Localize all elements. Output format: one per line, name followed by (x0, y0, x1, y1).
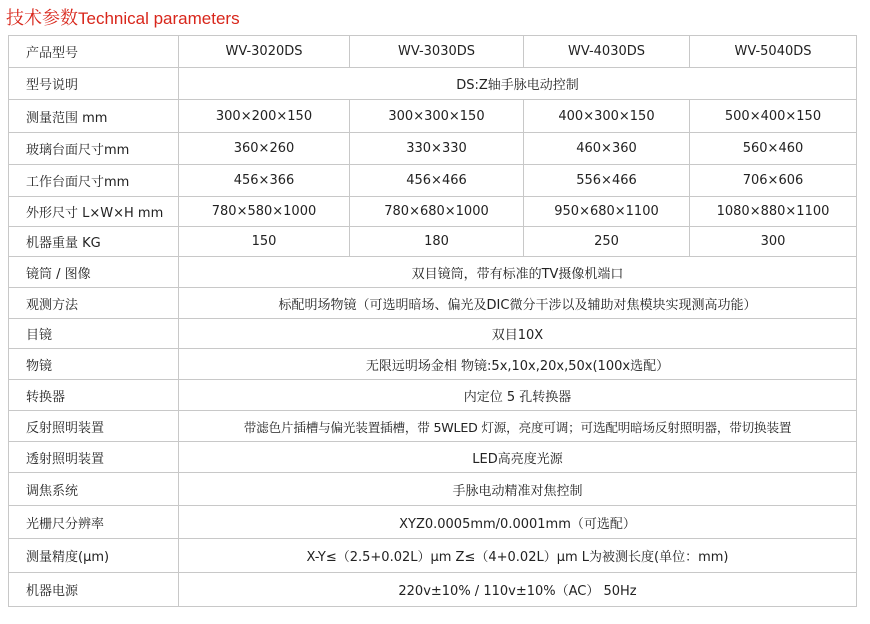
spec-value: 456×466 (350, 165, 524, 197)
spec-row (9, 319, 857, 349)
spec-value: 706×606 (690, 165, 857, 197)
spec-row (9, 165, 857, 197)
spec-value-span: 带滤色片插槽与偏光装置插槽，带 5WLED 灯源，亮度可调；可选配明暗场反射照明器，带切换装置 (179, 411, 857, 442)
spec-label: 测量精度(μm) (9, 539, 179, 573)
spec-value: 300×300×150 (350, 100, 524, 133)
spec-row (9, 349, 857, 380)
spec-row (9, 411, 857, 442)
spec-row (9, 133, 857, 165)
spec-label: 玻璃台面尺寸mm (9, 133, 179, 165)
spec-row (9, 227, 857, 257)
spec-value-span: LED高亮度光源 (179, 442, 857, 473)
spec-value: WV-4030DS (524, 36, 690, 68)
spec-value-span: 无限远明场金相 物镜:5x,10x,20x,50x(100x选配） (179, 349, 857, 380)
spec-label: 透射照明装置 (9, 442, 179, 473)
spec-label: 调焦系统 (9, 473, 179, 506)
spec-label: 光栅尺分辨率 (9, 506, 179, 539)
spec-value: 456×366 (179, 165, 350, 197)
spec-label: 反射照明装置 (9, 411, 179, 442)
spec-row (9, 573, 857, 607)
spec-value-span: 内定位 5 孔转换器 (179, 380, 857, 411)
spec-value: 560×460 (690, 133, 857, 165)
spec-label: 目镜 (9, 319, 179, 349)
spec-value-span: 220v±10% / 110v±10%（AC） 50Hz (179, 573, 857, 607)
spec-value: 780×680×1000 (350, 197, 524, 227)
spec-label: 型号说明 (9, 68, 179, 100)
spec-label: 镜筒 / 图像 (9, 257, 179, 288)
spec-value: 556×466 (524, 165, 690, 197)
spec-value: WV-3030DS (350, 36, 524, 68)
spec-value: 150 (179, 227, 350, 257)
spec-value-span: DS:Z轴手脉电动控制 (179, 68, 857, 100)
spec-value: WV-3020DS (179, 36, 350, 68)
spec-value: 330×330 (350, 133, 524, 165)
spec-row (9, 380, 857, 411)
spec-row (9, 288, 857, 319)
spec-value: 300 (690, 227, 857, 257)
spec-label: 转换器 (9, 380, 179, 411)
spec-row (9, 68, 857, 100)
heading-chinese: 技术参数 (6, 8, 78, 29)
spec-label: 工作台面尺寸mm (9, 165, 179, 197)
spec-value-span: X-Y≤（2.5+0.02L）μm Z≤（4+0.02L）μm L为被测长度(单位：mm) (179, 539, 857, 573)
spec-value: 300×200×150 (179, 100, 350, 133)
spec-table-body (9, 36, 857, 607)
spec-value-span: 手脉电动精准对焦控制 (179, 473, 857, 506)
spec-row (9, 197, 857, 227)
spec-value-span: 标配明场物镜（可选明暗场、偏光及DIC微分干涉以及辅助对焦模块实现测高功能） (179, 288, 857, 319)
spec-row (9, 36, 857, 68)
spec-row (9, 257, 857, 288)
spec-value-span: 双目10X (179, 319, 857, 349)
spec-table (8, 35, 857, 607)
spec-value: WV-5040DS (690, 36, 857, 68)
spec-label: 产品型号 (9, 36, 179, 68)
spec-value: 360×260 (179, 133, 350, 165)
spec-label: 物镜 (9, 349, 179, 380)
spec-row (9, 506, 857, 539)
spec-value: 950×680×1100 (524, 197, 690, 227)
spec-label: 机器电源 (9, 573, 179, 607)
spec-value: 1080×880×1100 (690, 197, 857, 227)
spec-value: 180 (350, 227, 524, 257)
spec-label: 观测方法 (9, 288, 179, 319)
spec-label: 机器重量 KG (9, 227, 179, 257)
spec-value: 250 (524, 227, 690, 257)
spec-row (9, 473, 857, 506)
spec-value: 500×400×150 (690, 100, 857, 133)
heading-english: Technical parameters (78, 9, 240, 28)
spec-value: 400×300×150 (524, 100, 690, 133)
spec-value-span: 双目镜筒，带有标准的TV摄像机端口 (179, 257, 857, 288)
spec-label: 测量范围 mm (9, 100, 179, 133)
section-heading (6, 6, 240, 32)
spec-row (9, 442, 857, 473)
spec-label: 外形尺寸 L×W×H mm (9, 197, 179, 227)
spec-row (9, 100, 857, 133)
spec-row (9, 539, 857, 573)
spec-value: 780×580×1000 (179, 197, 350, 227)
spec-value-span: XYZ0.0005mm/0.0001mm（可选配） (179, 506, 857, 539)
spec-value: 460×360 (524, 133, 690, 165)
